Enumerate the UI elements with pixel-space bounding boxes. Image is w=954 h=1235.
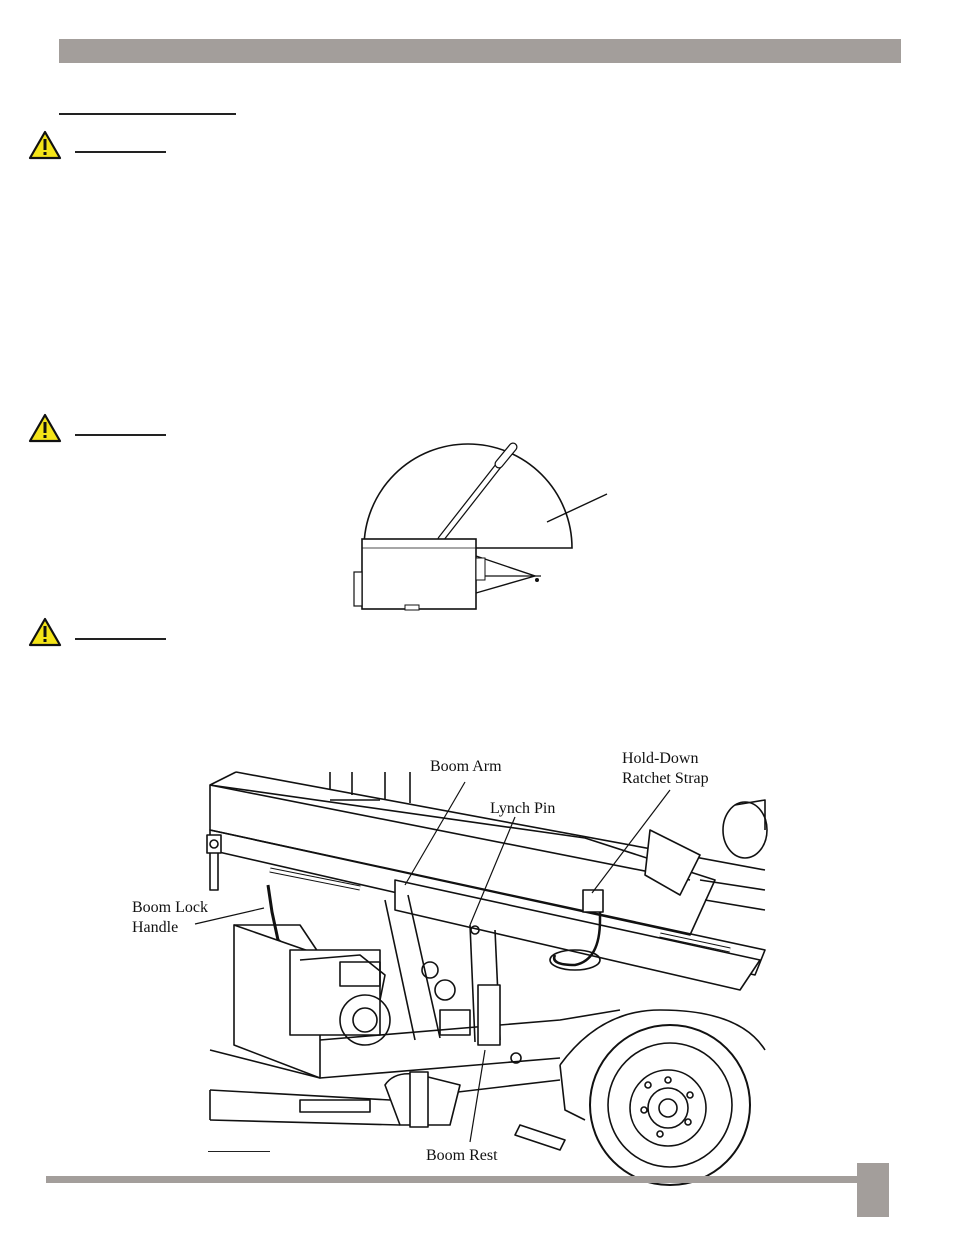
callout-boom-lock-line2: Handle [132,919,179,936]
callout-boom-arm: Boom Arm [430,758,502,775]
callout-hold-down-line2: Ratchet Strap [622,770,709,787]
callout-lynch-pin: Lynch Pin [490,800,556,817]
page-number-box [857,1163,889,1217]
callout-boom-rest: Boom Rest [426,1147,498,1164]
callout-hold-down-line1: Hold-Down [622,750,699,767]
footer-bar [46,1176,861,1183]
figure-caption-underline [208,1151,270,1152]
callout-boom-lock-line1: Boom Lock [132,899,208,916]
